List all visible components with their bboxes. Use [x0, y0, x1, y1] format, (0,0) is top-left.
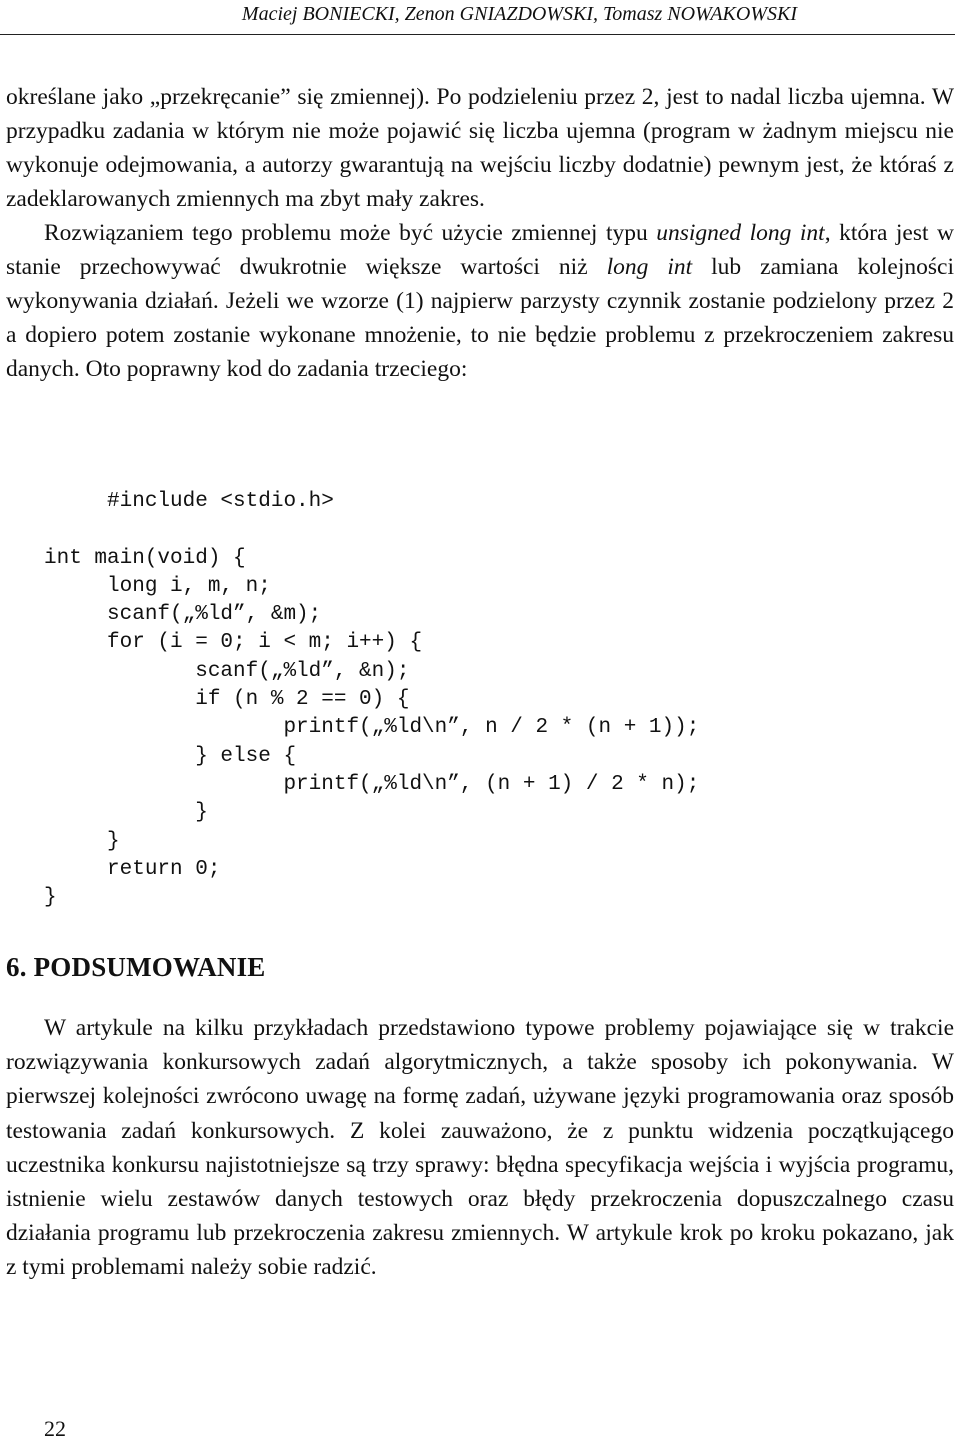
code-line: }: [44, 886, 57, 910]
running-head-authors: Maciej BONIECKI, Zenon GNIAZDOWSKI, Tomasz NOWAKOWSKI: [241, 3, 797, 25]
type-name-unsigned-long-int: unsigned long int: [656, 220, 825, 246]
code-line: if (n % 2 == 0) {: [44, 688, 410, 712]
summary-section: [6, 1011, 954, 1285]
code-line: }: [44, 801, 208, 825]
code-line: scanf(„%ld”, &m);: [44, 603, 322, 627]
paragraph-2-part-c: lub zamiana kolejności wykonywania działań. Jeżeli we wzorze (1) najpierw parzysty czynnik zostanie podzielony przez 2 a dopiero potem zostanie wykonane mnożenie, to nie będzie problemu z przekroczeniem zakresu danych. Oto poprawny kod do zadania trzeciego:: [6, 254, 954, 382]
code-line: scanf(„%ld”, &n);: [44, 659, 410, 683]
running-head: [0, 0, 955, 35]
paragraph-2-part-a: Rozwiązaniem tego problemu może być użycie zmiennej typu: [44, 220, 657, 246]
code-line: printf(„%ld\n”, (n + 1) / 2 * n);: [44, 772, 700, 796]
code-line: }: [44, 829, 120, 853]
code-line: int main(void) {: [44, 546, 246, 570]
code-listing: [44, 488, 699, 912]
code-line: [44, 516, 699, 544]
page-number: 22: [44, 1416, 66, 1441]
code-line: #include <stdio.h>: [44, 490, 334, 513]
code-line: long i, m, n;: [44, 574, 271, 598]
paragraph-2-part-b: , która jest w stanie przechowywać dwukrotnie większe wartości niż: [6, 220, 954, 280]
type-name-long-int: long int: [606, 254, 693, 280]
code-line: printf(„%ld\n”, n / 2 * (n + 1));: [44, 716, 700, 740]
code-line: for (i = 0; i < m; i++) {: [44, 631, 423, 655]
code-line: return 0;: [44, 857, 221, 881]
paragraph-2: [6, 216, 954, 386]
section-heading: 6. PODSUMOWANIE: [6, 952, 266, 982]
body-text: [6, 80, 954, 386]
summary-paragraph: W artykule na kilku przykładach przedstawiono typowe problemy pojawiające się w trakcie rozwiązywania konkursowych zadań algorytmicznych, a także sposoby ich pokonywania. W pierwszej kolejności zwrócono uwagę na formę zadań, używane języki programowania oraz sposób testowania zadań konkursowych. Z kolei zauważono, że z punktu widzenia początkującego uczestnika konkursu najistotniejsze są trzy sprawy: błędna specyfikacja wejścia i wyjścia programu, istnienie wielu zestawów danych testowych oraz błędy przekroczenia dopuszczalnego czasu działania programu lub przekroczenia zakresu zmiennych. W artykule krok po kroku pokazano, jak z tymi problemami należy sobie radzić.: [6, 1015, 954, 1281]
paragraph-1: określane jako „przekręcanie” się zmiennej). Po podzieleniu przez 2, jest to nadal liczba ujemna. W przypadku zadania w którym nie może pojawić się liczba ujemna (program w żadnym miejscu nie wykonuje odejmowania, a autorzy gwarantują na wejściu liczby dodatnie) pewnym jest, że któraś z zadeklarowanych zmiennych ma zbyt mały zakres.: [6, 84, 954, 212]
code-line: } else {: [44, 744, 297, 768]
